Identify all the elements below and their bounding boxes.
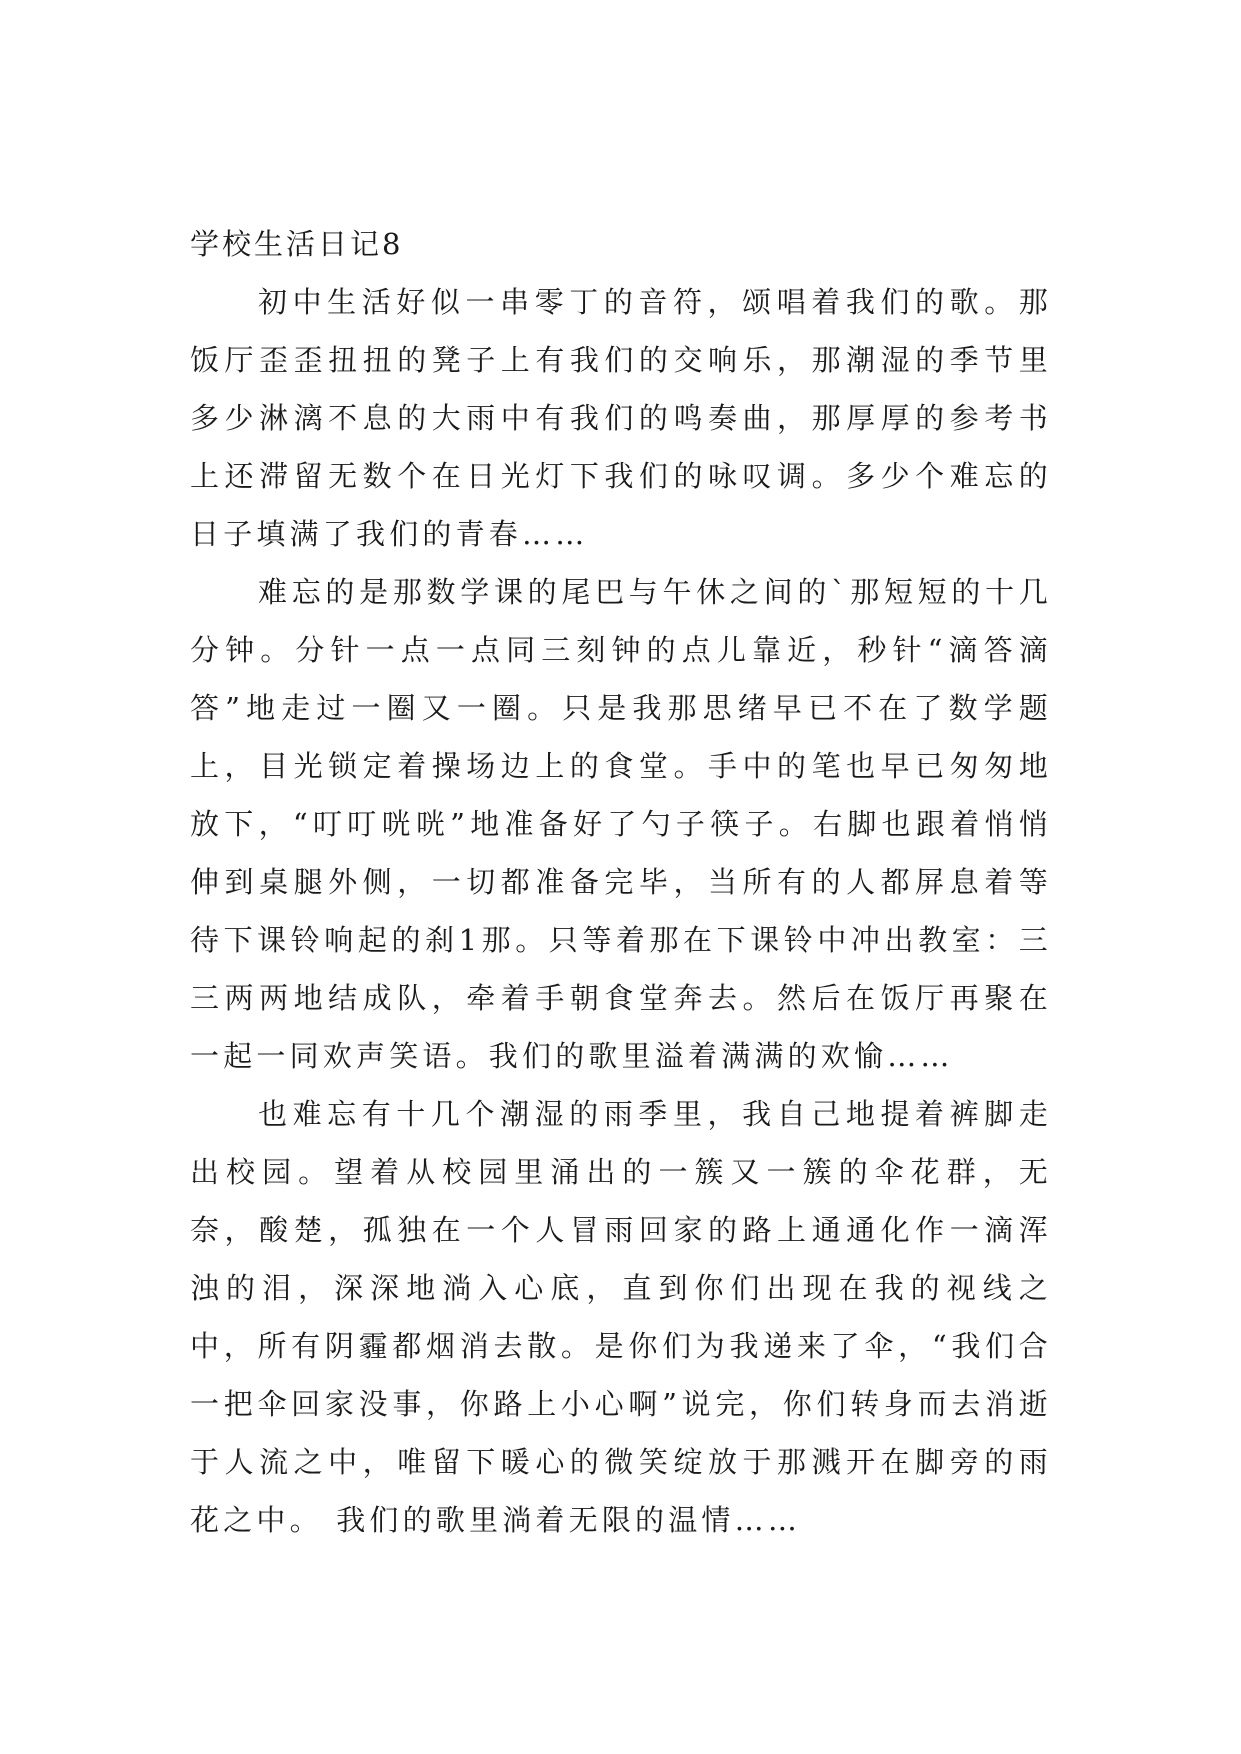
- paragraph-lunch-break: 初中生活好似一串零丁的音符，颂唱着我们的歌。那饭厅歪歪扭扭的凳子上有我们的交响乐，那潮湿的季节里多少淋漓不息的大雨中有我们的鸣奏曲，那厚厚的参考书上还滞留无数个在日光灯下我们的咏叹调。多少个难忘的日子填满了我们的青春……: [190, 285, 1052, 551]
- document-title: 学校生活日记8: [190, 227, 404, 261]
- document-body: [190, 215, 1052, 1549]
- paragraph-rainy-season: 也难忘有十几个潮湿的雨季里，我自己地提着裤脚走出校园。望着从校园里涌出的一簇又一簇的伞花群，无奈，酸楚，孤独在一个人冒雨回家的路上通通化作一滴浑浊的泪，深深地淌入心底，直到你们出现在我的视线之中，所有阴霾都烟消去散。是你们为我递来了伞，“我们合一把伞回家没事，你路上小心啊”说完，你们转身而去消逝于人流之中，唯留下暖心的微笑绽放于那溅开在脚旁的雨花之中。 我们的歌里淌着无限的温情……: [190, 1097, 1052, 1537]
- paragraph-math-class: 难忘的是那数学课的尾巴与午休之间的`那短短的十几分钟。分针一点一点同三刻钟的点儿靠近，秒针“滴答滴答”地走过一圈又一圈。只是我那思绪早已不在了数学题上，目光锁定着操场边上的食堂。手中的笔也早已匆匆地放下，“叮叮咣咣”地准备好了勺子筷子。右脚也跟着悄悄伸到桌腿外侧，一切都准备完毕，当所有的人都屏息着等待下课铃响起的刹1那。只等着那在下课铃中冲出教室：三三两两地结成队，牵着手朝食堂奔去。然后在饭厅再聚在一起一同欢声笑语。我们的歌里溢着满满的欢愉……: [190, 575, 1052, 1073]
